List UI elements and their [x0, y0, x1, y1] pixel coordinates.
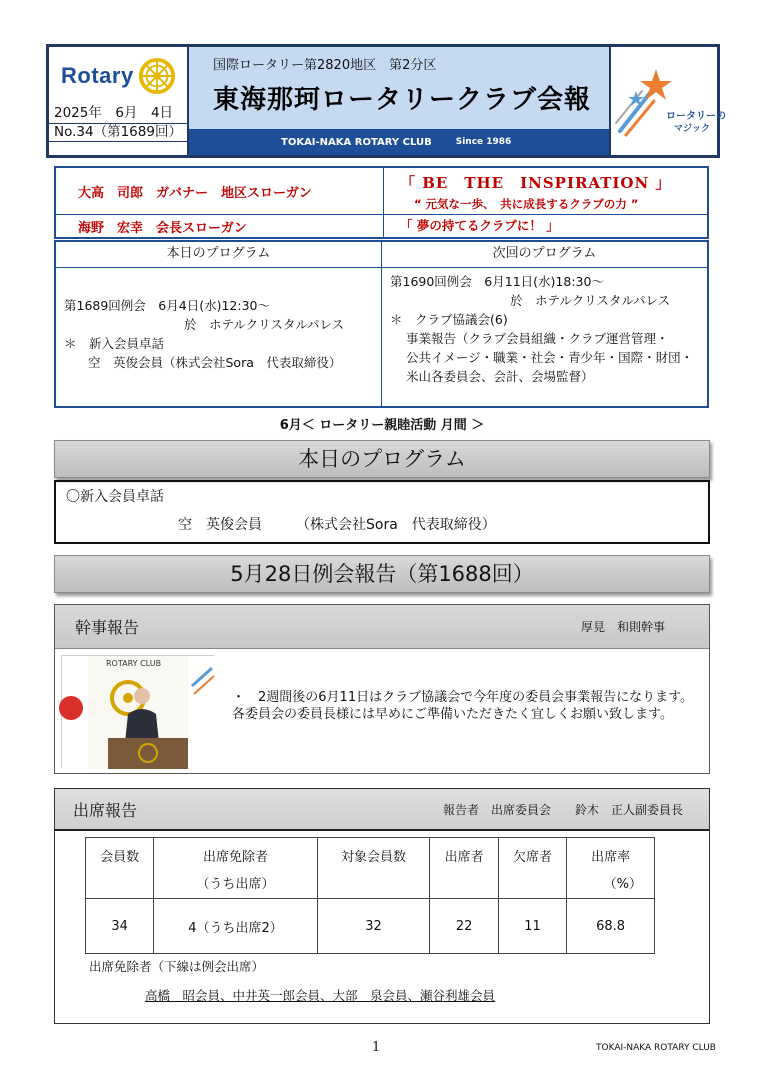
exempt-list-label: 出席免除者（下線は例会出席） [89, 959, 265, 974]
secretary-photo [61, 655, 214, 768]
col-header-present: 出席者 [430, 838, 498, 899]
next-program-column [381, 242, 707, 406]
today-program-body [56, 268, 381, 406]
today-program-banner: 本日のプログラム [54, 440, 710, 478]
president-slogan: 「 夢の持てるクラブに！ 」 [400, 218, 559, 233]
club-english-name: TOKAI-NAKA ROTARY CLUB [281, 136, 432, 148]
secretary-report-section [54, 604, 710, 774]
exempt-value: 4（うち出席2） [154, 899, 317, 954]
new-member-talk-box [54, 480, 710, 544]
meeting-report-banner: 5月28日例会報告（第1688回） [54, 555, 710, 593]
header-title-block [189, 47, 611, 155]
district-label: 国際ロータリー第2820地区 第2分区 [213, 58, 437, 73]
rate-unit: （%） [603, 877, 642, 892]
eligible-value: 32 [317, 899, 430, 954]
program-line: 於 ホテルクリスタルパレス [510, 293, 671, 308]
president-label: 海野 宏幸 会長スローガン [56, 215, 384, 237]
next-program-heading: 次回のプログラム [382, 242, 707, 268]
members-value: 34 [86, 899, 154, 954]
program-line: ＊ クラブ協議会(6) [390, 312, 508, 327]
program-line: ＊ 新入会員卓話 [64, 336, 165, 351]
col-header-exempt [154, 838, 317, 899]
new-member-name: 空 英俊会員 [178, 517, 262, 533]
secretary-report-body [55, 649, 709, 774]
program-line: 事業報告（クラブ会員組織・クラブ運営管理・ [406, 331, 669, 346]
secretary-report-text [214, 655, 693, 768]
program-line: 空 英俊会員（株式会社Sora 代表取締役） [88, 355, 342, 370]
issue-date: 2025年 6月 4日 [54, 105, 174, 121]
next-program-body [382, 268, 707, 406]
new-member-company: （株式会社Sora 代表取締役） [296, 517, 496, 533]
programs-table [54, 240, 709, 408]
since-label: Since 1986 [455, 137, 512, 147]
exempt-list-names: 高橋 昭会員、中井英一郎会員、大部 泉会員、瀬谷利雄会員 [145, 988, 496, 1003]
program-line: 第1690回例会 6月11日(水)18:30～ [390, 274, 604, 289]
svg-text:マジック: マジック [674, 124, 711, 134]
present-value: 22 [430, 899, 498, 954]
secretary-report-header [55, 605, 709, 649]
secretary-name: 厚見 和則幹事 [580, 620, 665, 634]
attendance-header-row [86, 838, 655, 899]
speaker-photo-image [62, 656, 215, 769]
today-program-column [56, 242, 381, 406]
program-line: 米山各委員会、会計、会場監督） [406, 369, 594, 384]
attendance-table [85, 837, 655, 954]
issue-number: No.34（第1689回） [49, 123, 187, 142]
president-slogan-row [56, 214, 707, 237]
col-header-members: 会員数 [86, 838, 154, 899]
new-member-line [66, 514, 698, 534]
magic-star-icon [612, 61, 726, 141]
header-left [49, 47, 189, 155]
governor-label: 大高 司郎 ガバナー 地区スローガン [56, 168, 384, 214]
svg-text:ロータリーの: ロータリーの [666, 111, 726, 122]
program-line: 第1689回例会 6月4日(水)12:30～ [64, 298, 270, 313]
governor-slogan-main: 「 BE THE INSPIRATION 」 [400, 174, 672, 192]
page-number: 1 [372, 1040, 381, 1055]
attendance-title: 出席報告 [73, 800, 138, 820]
attendance-value-row [86, 899, 655, 954]
attendance-section [54, 788, 710, 1024]
governor-slogan [384, 168, 707, 214]
header-title-area [189, 47, 609, 129]
rotary-logo [49, 47, 187, 105]
rotary-logo-text: Rotary [61, 63, 134, 88]
club-english-band [189, 129, 609, 155]
club-title: 東海那珂ロータリークラブ会報 [213, 85, 592, 115]
rotary-magic-logo [611, 47, 726, 155]
program-line: 公共イメージ・職業・社会・青少年・国際・財団・ [406, 350, 694, 365]
report-line: ・ 2週間後の6月11日はクラブ協議会で今年度の委員会事業報告になります。 [232, 690, 694, 705]
footer-club-name: TOKAI-NAKA ROTARY CLUB [596, 1043, 716, 1053]
today-program-heading: 本日のプログラム [56, 242, 381, 268]
slogans-table [54, 166, 709, 239]
secretary-report-title: 幹事報告 [75, 618, 140, 637]
exempt-header-sub: （うち出席） [196, 877, 275, 892]
newsletter-header [46, 44, 726, 158]
governor-slogan-row [56, 168, 707, 214]
exempt-header-text: 出席免除者 [203, 850, 269, 865]
col-header-eligible: 対象会員数 [317, 838, 430, 899]
col-header-rate [567, 838, 655, 899]
col-header-absent: 欠席者 [498, 838, 566, 899]
governor-slogan-sub: “ 元気な一歩、 共に成長するクラブの力 ” [414, 197, 639, 211]
rotary-wheel-icon [138, 57, 176, 95]
attendance-header [55, 789, 709, 831]
rate-value: 68.8 [567, 899, 655, 954]
attendance-reporter: 報告者 出席委員会 鈴木 正人副委員長 [442, 802, 683, 817]
program-line: 於 ホテルクリスタルパレス [184, 317, 345, 332]
month-theme: 6月＜ ロータリー親睦活動 月間 ＞ [279, 418, 485, 433]
new-member-title: 〇新入会員卓話 [66, 489, 164, 505]
svg-text:ROTARY CLUB: ROTARY CLUB [106, 659, 162, 668]
rate-header-text: 出席率 [591, 850, 631, 865]
report-line: 各委員会の委員長様には早めにご準備いただきたく宜しくお願い致します。 [232, 707, 673, 722]
absent-value: 11 [498, 899, 566, 954]
